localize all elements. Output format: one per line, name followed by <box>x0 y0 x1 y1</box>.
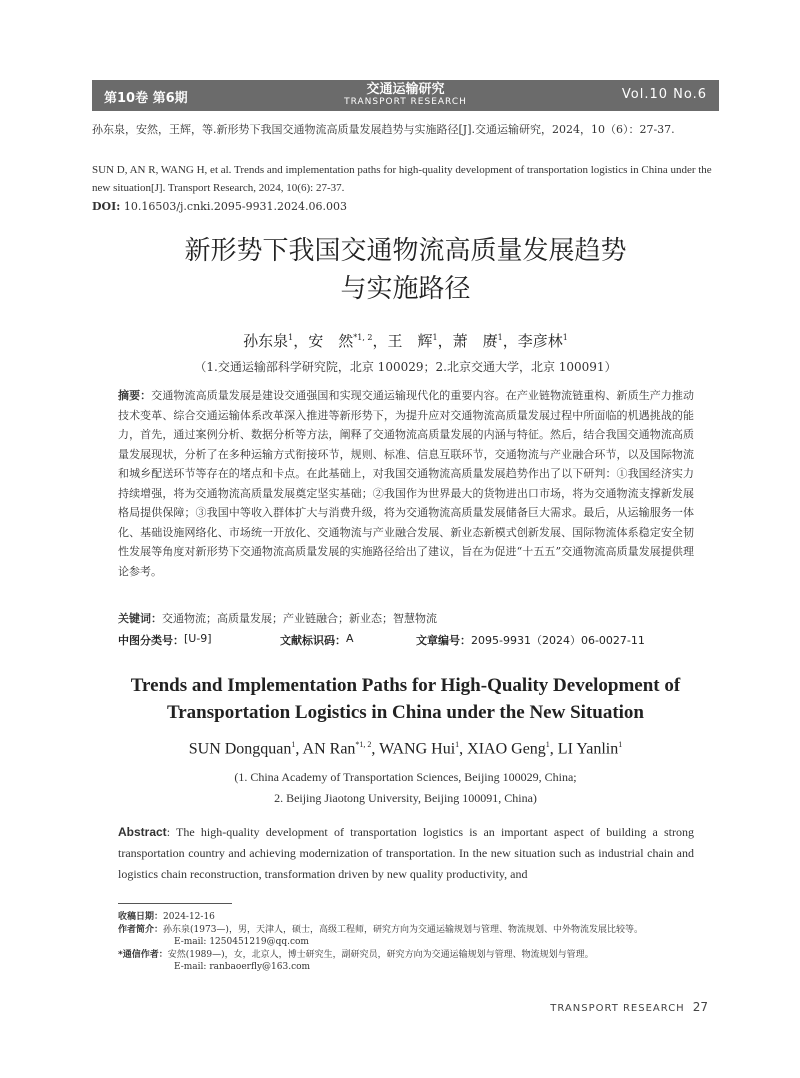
footer-journal: TRANSPORT RESEARCH <box>550 1003 685 1014</box>
volume-issue-zh: 第10卷 第6期 <box>104 91 188 106</box>
doi-value[interactable]: 10.16503/j.cnki.2095-9931.2024.06.003 <box>123 200 348 213</box>
abstract-en-label: Abstract <box>118 825 167 839</box>
author-sup: 1 <box>618 740 623 749</box>
authors-zh <box>92 330 719 351</box>
journal-name-zh: 交通运输研究 <box>366 82 445 97</box>
author-name: WANG Hui <box>379 740 456 758</box>
received-value: 2024-12-16 <box>163 912 215 922</box>
author-sep: , <box>549 740 558 758</box>
page-number: 27 <box>692 1000 708 1014</box>
title-zh-line2: 与实施路径 <box>340 274 471 304</box>
author-sup: *1, 2 <box>353 333 373 342</box>
author-name: 萧 赓 <box>452 332 498 350</box>
clc-label: 中图分类号： <box>118 634 184 647</box>
affil-en-line2: 2. Beijing Jiaotong University, Beijing 100091, China) <box>274 791 537 805</box>
journal-name-en: TRANSPORT RESEARCH <box>344 97 467 107</box>
author-sup: *1, 2 <box>355 740 372 749</box>
author-sup: 1 <box>455 740 460 749</box>
author-email[interactable]: E-mail: 1250451219@qq.com <box>174 937 309 947</box>
corr-text: 安然(1989—)，女，北京人，博士研究生，副研究员，研究方向为交通运输规划与管理、物流规划与管理。 <box>167 949 594 960</box>
author-sup: 1 <box>288 333 294 342</box>
received-label: 收稿日期： <box>118 912 164 922</box>
abstract-en <box>118 822 694 885</box>
clc-value: [U-9] <box>184 632 212 645</box>
paper-title-zh <box>92 232 719 308</box>
page-footer <box>550 1000 708 1014</box>
clc-number <box>118 632 212 648</box>
author-name: 李彦林 <box>517 332 563 350</box>
citation-en: SUN D, AN R, WANG H, et al. Trends and implementation paths for high-quality development of transportation logistics in China under the new situation[J]. Transport Research, 2024, 10(6): 27-37. <box>92 164 712 194</box>
title-zh-line1: 新形势下我国交通物流高质量发展趋势 <box>184 236 627 266</box>
title-en-line1: Trends and Implementation Paths for High-Quality Development of <box>130 675 681 696</box>
author-sep: , <box>371 740 380 758</box>
bio-text: 孙东泉(1973—)，男，天津人，硕士，高级工程师，研究方向为交通运输规划与管理、物流规划、中外物流发展比较等。 <box>163 924 643 935</box>
corresponding-author <box>118 949 718 962</box>
abstract-zh-label: 摘要： <box>118 389 152 402</box>
document-code <box>280 632 354 648</box>
affil-en-line1: (1. China Academy of Transportation Sciences, Beijing 100029, China; <box>234 770 577 784</box>
author-name: 安 然 <box>308 332 354 350</box>
title-en-line2: Transportation Logistics in China under the New Situation <box>166 702 644 723</box>
author-name: XIAO Geng <box>467 740 546 758</box>
corresponding-email[interactable]: E-mail: ranbaoerfly@163.com <box>174 962 311 972</box>
author-sup: 1 <box>545 740 550 749</box>
keywords-zh <box>118 610 694 626</box>
affiliations-zh: （1.交通运输部科学研究院，北京 100029；2.北京交通大学，北京 100091） <box>194 360 617 374</box>
author-sup: 1 <box>432 333 438 342</box>
footnote-divider <box>118 903 232 904</box>
citation-zh: 孙东泉，安然，王辉，等.新形势下我国交通物流高质量发展趋势与实施路径[J].交通运输研究，2024，10（6）：27-37. <box>92 123 675 136</box>
affiliations-en <box>92 767 719 809</box>
author-sep: ， <box>502 332 518 350</box>
volume-issue-en: Vol.10 No.6 <box>621 87 707 102</box>
author-sep: , <box>295 740 303 758</box>
abstract-en-text: : The high-quality development of transportation logistics is an important aspect of building a strong transportation country and achieving modernization of transportation. In the new situation such as industrial chain and logistics chain reconstruction, transformation driven by new quality productivity, and <box>118 825 694 881</box>
author-name: 孙东泉 <box>243 332 289 350</box>
author-sep: ， <box>372 332 388 350</box>
keywords-zh-text: 交通物流；高质量发展；产业链融合；新业态；智慧物流 <box>162 612 437 625</box>
author-sep: ， <box>293 332 309 350</box>
author-bio <box>118 924 718 937</box>
author-sep: , <box>459 740 468 758</box>
keywords-zh-label: 关键词： <box>118 612 162 625</box>
paper-title-en <box>92 672 719 726</box>
doc-value: A <box>346 632 354 645</box>
author-sup: 1 <box>497 333 503 342</box>
abstract-zh-text: 交通物流高质量发展是建设交通强国和实现交通运输现代化的重要内容。在产业链物流链重构、新质生产力推动技术变革、综合交通运输体系改革深入推进等新形势下，为提升应对交通物流高质量发展过程中所面临的机遇挑战的能力，首先，通过案例分析、数据分析等方法，阐释了交通物流高质量发展的内涵与特征。然后，结合我国交通物流高质量发展现状，分析了在多种运输方式衔接环节，规则、标准、信息互联环节，交通物流与产业融合环节，以及国际物流和城乡配送环节等存在的堵点和卡点。在此基础上，对我国交通物流高质量发展趋势作出了以下研判：①我国经济实力持续增强，将为交通物流高质量发展奠定坚实基础；②我国作为世界最大的货物进出口市场，将为交通物流支撑新发展格局提供保障；③我国中等收入群体扩大与消费升级，将为交通物流高质量发展储备巨大需求。最后，从运输服务一体化、基础设施网络化、市场统一开放化、交通物流与产业融合发展、新业态新模式创新发展、国际物流体系稳定安全韧性发展等角度对新形势下交通物流高质量发展的实施路径给出了建议，旨在为促进“十五五”交通物流高质量发展提供理论参考。 <box>118 389 695 578</box>
author-name: LI Yanlin <box>557 740 619 758</box>
author-sep: ， <box>437 332 453 350</box>
corr-label: *通信作者： <box>118 949 168 960</box>
art-label: 文章编号： <box>416 634 471 647</box>
bio-label: 作者简介： <box>118 924 164 935</box>
article-number <box>416 632 645 648</box>
doi <box>92 200 347 213</box>
received-date <box>118 911 718 924</box>
journal-header-bar <box>92 80 719 111</box>
author-name: SUN Dongquan <box>188 740 292 758</box>
doi-label: DOI: <box>92 200 121 213</box>
author-name: 王 辉 <box>387 332 433 350</box>
footnotes <box>118 911 718 974</box>
doc-label: 文献标识码： <box>280 634 346 647</box>
author-name: AN Ran <box>302 740 356 758</box>
author-sup: 1 <box>562 333 568 342</box>
abstract-zh <box>118 386 694 581</box>
authors-en <box>92 740 719 758</box>
art-value: 2095-9931（2024）06-0027-11 <box>471 634 645 647</box>
author-sup: 1 <box>291 740 296 749</box>
